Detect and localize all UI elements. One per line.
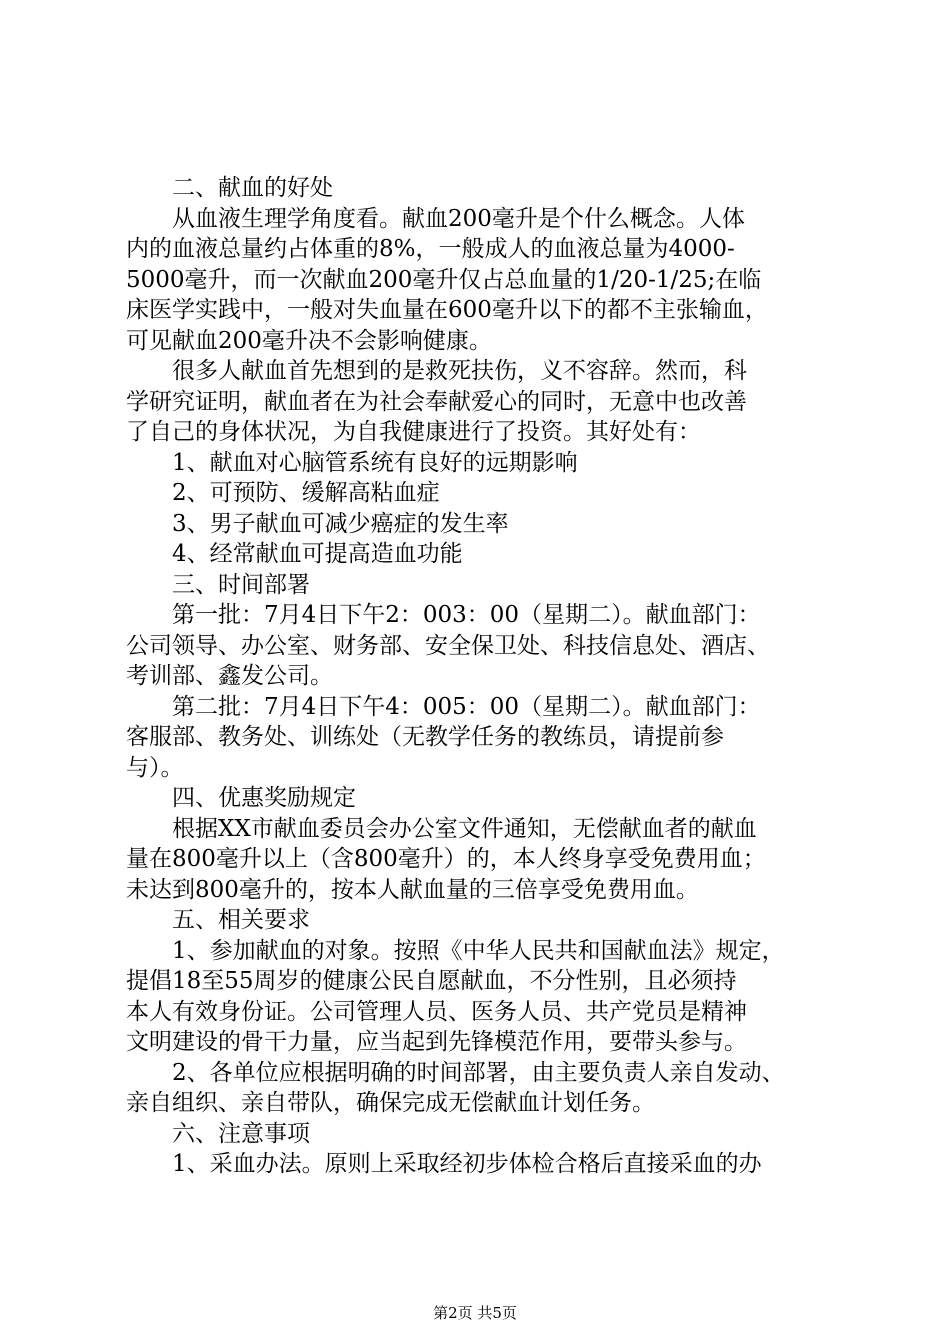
text-line: 根据XX市献血委员会办公室文件通知，无偿献血者的献血 <box>126 815 757 842</box>
text-line: 提倡18至55周岁的健康公民自愿献血，不分性别，且必须持 <box>126 968 737 994</box>
section-heading: 二、献血的好处 <box>126 175 333 201</box>
text-line: 5000毫升，而一次献血200毫升仅占总血量的1/20-1/25;在临 <box>126 266 762 293</box>
text-line: 很多人献血首先想到的是救死扶伤，义不容辞。然而，科 <box>126 358 747 384</box>
text-line: 未达到800毫升的，按本人献血量的三倍享受免费用血。 <box>126 876 699 903</box>
text-line: 量在800毫升以上（含800毫升）的，本人终身享受免费用血； <box>126 846 766 872</box>
text-line: 与）。 <box>126 754 184 781</box>
text-line: 1、参加献血的对象。按照《中华人民共和国献血法》规定， <box>126 937 785 964</box>
text-line: 床医学实践中，一般对失血量在600毫升以下的都不主张输血， <box>126 297 768 323</box>
section-heading: 三、时间部署 <box>126 571 310 598</box>
list-item: 2、可预防、缓解高粘血症 <box>126 480 440 506</box>
section-heading: 四、优惠奖励规定 <box>126 785 356 811</box>
text-line: 第二批：7月4日下午4：005：00（星期二）。献血部门： <box>126 693 761 720</box>
text-line: 文明建设的骨干力量，应当起到先锋模范作用，要带头参与。 <box>126 1029 747 1055</box>
page-footer: 第2页 共5页 <box>433 1304 517 1322</box>
text-line: 客服部、教务处、训练处（无教学任务的教练员，请提前参 <box>126 724 724 750</box>
list-item: 4、经常献血可提高造血功能 <box>126 541 463 567</box>
text-line: 从血液生理学角度看。献血200毫升是个什么概念。人体 <box>126 205 745 232</box>
text-line: 学研究证明，献血者在为社会奉献爱心的同时，无意中也改善 <box>126 388 747 415</box>
document-body <box>126 173 832 1180</box>
text-line: 本人有效身份证。公司管理人员、医务人员、共产党员是精神 <box>126 998 747 1025</box>
text-line: 1、采血办法。原则上采取经初步体检合格后直接采血的办 <box>126 1151 762 1177</box>
text-line: 了自己的身体状况，为自我健康进行了投资。其好处有： <box>126 419 701 445</box>
text-line: 可见献血200毫升决不会影响健康。 <box>126 327 492 354</box>
list-item: 3、男子献血可减少癌症的发生率 <box>126 510 509 537</box>
section-heading: 五、相关要求 <box>126 907 310 933</box>
text-line: 内的血液总量约占体重的8%，一般成人的血液总量为4000- <box>126 236 735 262</box>
text-line: 亲自组织、亲自带队，确保完成无偿献血计划任务。 <box>126 1090 655 1116</box>
text-line: 考训部、鑫发公司。 <box>126 663 333 689</box>
text-line: 2、各单位应根据明确的时间部署，由主要负责人亲自发动、 <box>126 1059 785 1086</box>
section-heading: 六、注意事项 <box>126 1120 310 1147</box>
text-line: 第一批：7月4日下午2：003：00（星期二）。献血部门： <box>126 602 761 628</box>
text-line: 公司领导、办公室、财务部、安全保卫处、科技信息处、酒店、 <box>126 632 770 659</box>
list-item: 1、献血对心脑管系统有良好的远期影响 <box>126 449 578 476</box>
